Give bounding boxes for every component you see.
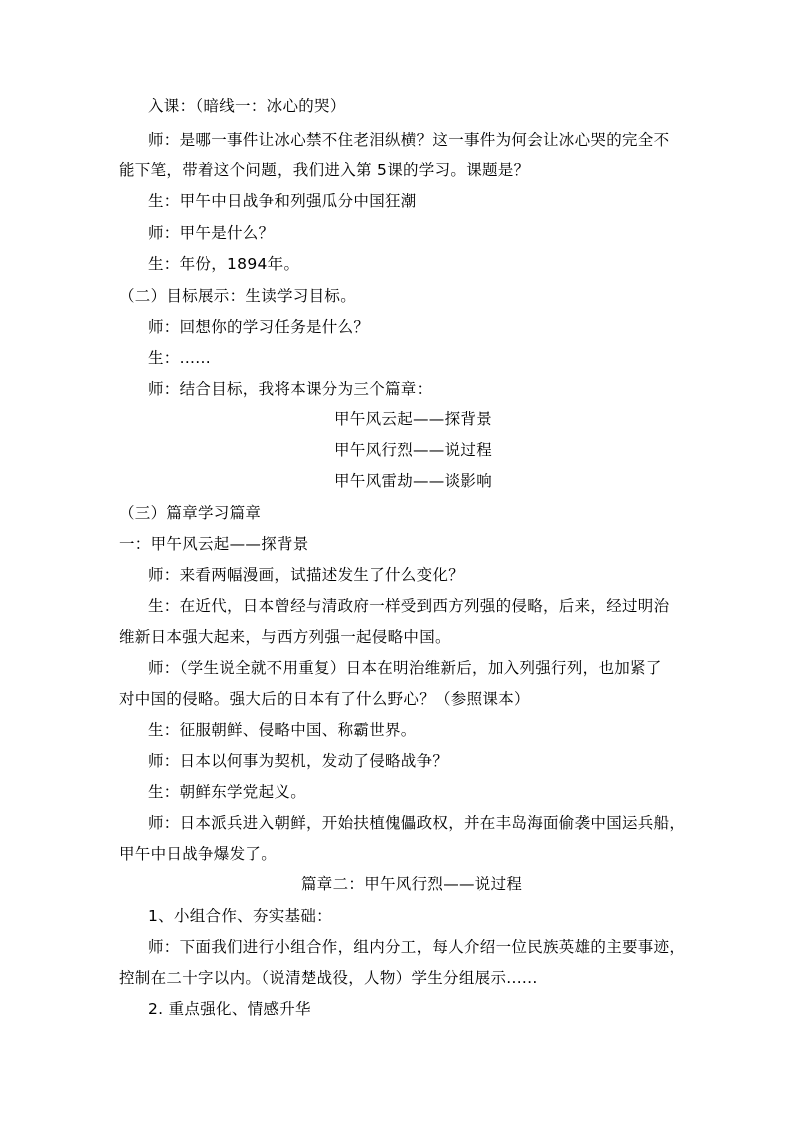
subsection-heading: 一：甲午风云起——探背景	[119, 535, 309, 553]
teacher-statement-continued: 对中国的侵略。强大后的日本有了什么野心？（参照课本）	[119, 690, 530, 708]
teacher-question-line: 师：是哪一事件让冰心禁不住老泪纵横？这一事件为何会让冰心哭的完全不	[148, 131, 670, 149]
numbered-item-2: 2. 重点强化、情感升华	[148, 1000, 311, 1018]
chapter-heading-2: 篇章二：甲午风行烈——说过程	[301, 875, 523, 893]
chapter-title-2: 甲午风行烈——说过程	[334, 441, 493, 459]
student-answer-line: 生：征服朝鲜、侵略中国、称霸世界。	[148, 721, 417, 739]
student-answer-line: 生：甲午中日战争和列强瓜分中国狂潮	[148, 192, 417, 210]
teacher-statement-continued: 甲午中日战争爆发了。	[119, 845, 278, 863]
lesson-intro-line: 入课：（暗线一：冰心的哭）	[148, 97, 346, 115]
chapter-title-1: 甲午风云起——探背景	[334, 410, 493, 428]
student-answer-line: 生：在近代，日本曾经与清政府一样受到西方列强的侵略，后来，经过明治	[148, 597, 670, 615]
teacher-question-line: 师：日本以何事为契机，发动了侵略战争？	[148, 752, 449, 770]
numbered-item-1: 1、小组合作、夯实基础：	[148, 907, 332, 925]
student-answer-line: 生：年份，1894年。	[148, 255, 300, 273]
teacher-statement-continued: 控制在二十字以内。（说清楚战役，人物）学生分组展示......	[119, 969, 538, 987]
teacher-statement-line: 师：下面我们进行小组合作，组内分工，每人介绍一位民族英雄的主要事迹，	[148, 938, 686, 956]
chapter-title-3: 甲午风雷劫——谈影响	[334, 472, 493, 490]
teacher-question-line: 师：甲午是什么？	[148, 224, 275, 242]
teacher-question-line: 师：回想你的学习任务是什么？	[148, 318, 370, 336]
teacher-statement-line: 师：（学生说全就不用重复）日本在明治维新后，加入列强行列，也加紧了	[148, 659, 662, 677]
student-answer-continued: 维新日本强大起来，与西方列强一起侵略中国。	[119, 628, 451, 646]
teacher-question-continued: 能下笔，带着这个问题，我们进入第 5课的学习。课题是？	[119, 161, 530, 179]
teacher-statement-line: 师：结合目标，我将本课分为三个篇章：	[148, 380, 433, 398]
student-answer-line: 生：......	[148, 349, 211, 367]
student-answer-line: 生：朝鲜东学党起义。	[148, 783, 307, 801]
section-heading-chapters: （三）篇章学习篇章	[119, 504, 262, 522]
teacher-question-line: 师：来看两幅漫画，试描述发生了什么变化？	[148, 566, 465, 584]
teacher-statement-line: 师：日本派兵进入朝鲜，开始扶植傀儡政权，并在丰岛海面偷袭中国运兵船，	[148, 814, 686, 832]
section-heading-goals: （二）目标展示：生读学习目标。	[119, 287, 357, 305]
